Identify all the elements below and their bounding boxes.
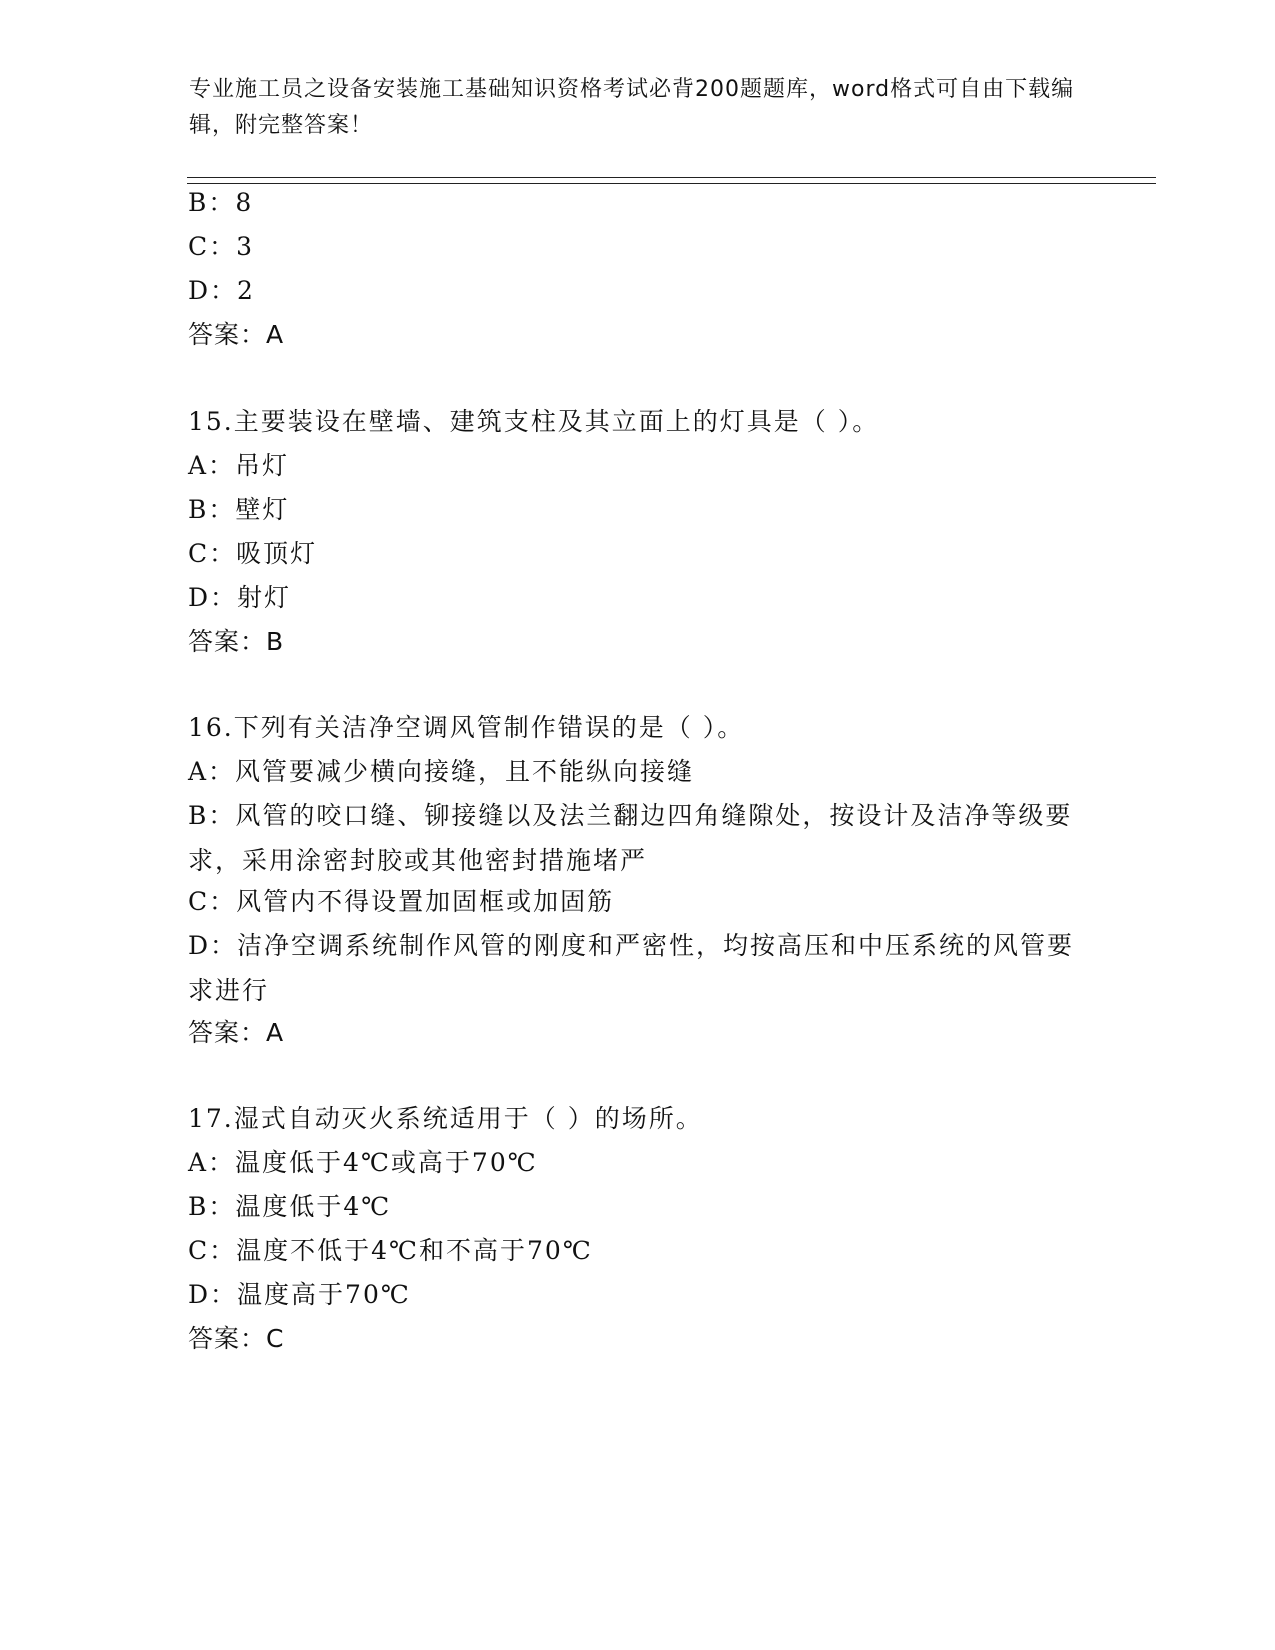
- document-header: 专业施工员之设备安装施工基础知识资格考试必背200题题库，word格式可自由下载编辑，附完整答案！: [189, 77, 1075, 138]
- option-d: D：洁净空调系统制作风管的刚度和严密性，均按高压和中压系统的风管要求进行: [188, 931, 1075, 1005]
- header-divider-bottom: [187, 183, 1156, 184]
- option-b: B：风管的咬口缝、铆接缝以及法兰翻边四角缝隙处，按设计及洁净等级要求，采用涂密封胶或其他密封措施堵严: [188, 801, 1073, 875]
- option-b: B：8: [188, 188, 254, 217]
- option-b: B：壁灯: [188, 495, 290, 524]
- question-stem: 17.湿式自动灭火系统适用于（ ）的场所。: [188, 1104, 703, 1133]
- option-a: A：风管要减少横向接缝，且不能纵向接缝: [188, 757, 695, 786]
- option-c: C：风管内不得设置加固框或加固筋: [188, 887, 615, 916]
- option-c: C：3: [188, 232, 255, 261]
- option-a: A：吊灯: [188, 451, 290, 480]
- answer: 答案：A: [188, 1018, 285, 1047]
- option-c: C：温度不低于4℃和不高于70℃: [188, 1236, 593, 1265]
- question-stem: 16.下列有关洁净空调风管制作错误的是（ ）。: [188, 713, 745, 742]
- option-d: D：温度高于70℃: [188, 1280, 411, 1309]
- question-stem: 15.主要装设在壁墙、建筑支柱及其立面上的灯具是（ ）。: [188, 407, 880, 436]
- option-a: A：温度低于4℃或高于70℃: [188, 1148, 538, 1177]
- option-c: C：吸顶灯: [188, 539, 318, 568]
- option-d: D：2: [188, 276, 255, 305]
- answer: 答案：A: [188, 320, 285, 349]
- header-divider-top: [187, 177, 1156, 178]
- option-d: D：射灯: [188, 583, 292, 612]
- option-b: B：温度低于4℃: [188, 1192, 392, 1221]
- answer: 答案：B: [188, 627, 285, 656]
- answer: 答案：C: [188, 1324, 285, 1353]
